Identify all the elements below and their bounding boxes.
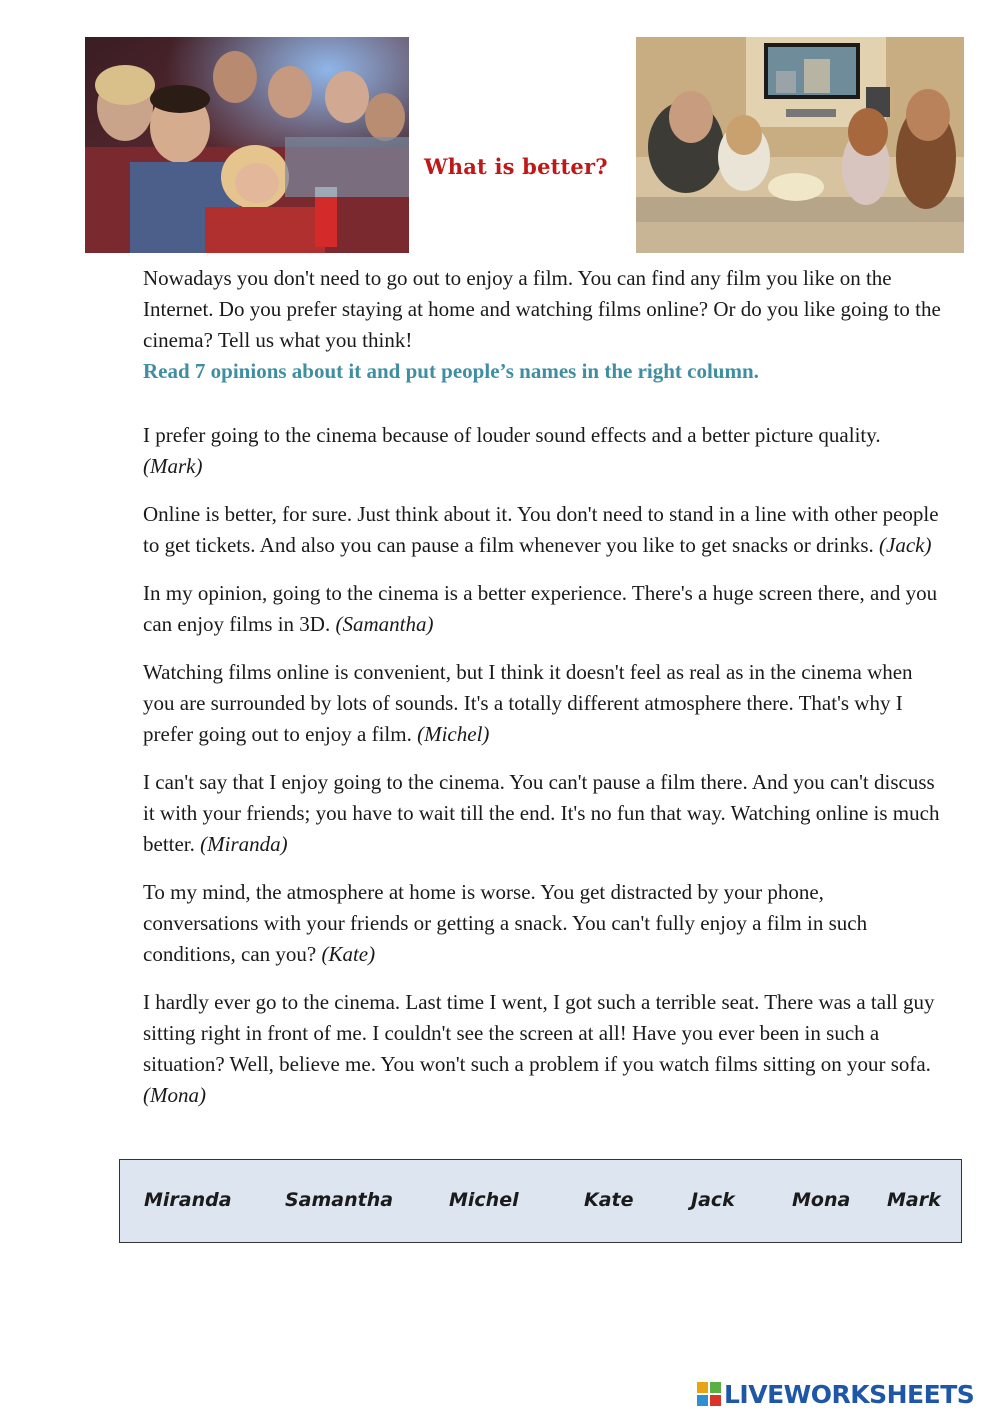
opinion-text: I hardly ever go to the cinema. Last time I went, I got such a terrible seat. There was a tall guy sitting right in front of me. I couldn't see the screen at all! Have you ever been in such a situation? Well, believe me. You won't such a problem if you watch films sitting on your sofa.	[143, 990, 935, 1076]
liveworksheets-logo	[697, 1377, 974, 1411]
opinion-author: (Mona)	[143, 1083, 206, 1107]
opinion-jack	[143, 499, 943, 561]
opinion-author: (Michel)	[417, 722, 490, 746]
draggable-name-jack[interactable]: Jack	[691, 1189, 735, 1211]
opinion-author: (Kate)	[321, 942, 376, 966]
logo-text: LIVEWORKSHEETS	[724, 1379, 975, 1409]
draggable-name-michel[interactable]: Michel	[449, 1189, 519, 1211]
opinion-miranda	[143, 767, 943, 860]
instruction-text: Read 7 opinions about it and put people’s names in the right column.	[143, 359, 759, 383]
intro-paragraph: Nowadays you don't need to go out to enjoy a film. You can find any film you like on the Internet. Do you prefer staying at home and watching films online? Or do you like going to the cinema? Tell us what you think!	[143, 266, 941, 352]
opinion-text: I can't say that I enjoy going to the cinema. You can't pause a film there. And you can't discuss it with your friends; you have to wait till the end. It's no fun that way. Watching online is much better.	[143, 770, 940, 856]
draggable-name-miranda[interactable]: Miranda	[144, 1189, 232, 1211]
opinion-author: (Miranda)	[200, 832, 288, 856]
opinion-text: Online is better, for sure. Just think about it. You don't need to stand in a line with other people to get tickets. And also you can pause a film whenever you like to get snacks or drinks.	[143, 502, 939, 557]
opinion-text: To my mind, the atmosphere at home is worse. You get distracted by your phone, conversations with your friends or getting a snack. You can't fully enjoy a film in such conditions, can you?	[143, 880, 868, 966]
opinion-text: In my opinion, going to the cinema is a better experience. There's a huge screen there, and you can enjoy films in 3D.	[143, 581, 938, 636]
opinion-mona	[143, 987, 943, 1111]
opinion-author: (Jack)	[879, 533, 932, 557]
opinion-michel	[143, 657, 943, 750]
draggable-name-samantha[interactable]: Samantha	[285, 1189, 394, 1211]
intro-section	[143, 263, 943, 387]
cinema-audience-photo	[85, 37, 409, 253]
page-title: What is better?	[424, 154, 608, 179]
family-watching-tv-photo	[636, 37, 964, 253]
opinion-text: Watching films online is convenient, but I think it doesn't feel as real as in the cinema when you are surrounded by lots of sounds. It's a totally different atmosphere there. That's why I prefer going out to enjoy a film.	[143, 660, 913, 746]
liveworksheets-logo-icon	[697, 1382, 721, 1406]
opinion-author: (Mark)	[143, 454, 203, 478]
names-bank	[119, 1159, 962, 1243]
draggable-name-mona[interactable]: Mona	[792, 1189, 851, 1211]
opinion-author: (Samantha)	[335, 612, 434, 636]
opinion-kate	[143, 877, 943, 970]
opinion-samantha	[143, 578, 943, 640]
draggable-name-kate[interactable]: Kate	[584, 1189, 634, 1211]
opinions-list	[143, 420, 943, 1128]
draggable-name-mark[interactable]: Mark	[887, 1189, 941, 1211]
opinion-text: I prefer going to the cinema because of louder sound effects and a better picture quality.	[143, 423, 881, 447]
opinion-mark	[143, 420, 943, 482]
